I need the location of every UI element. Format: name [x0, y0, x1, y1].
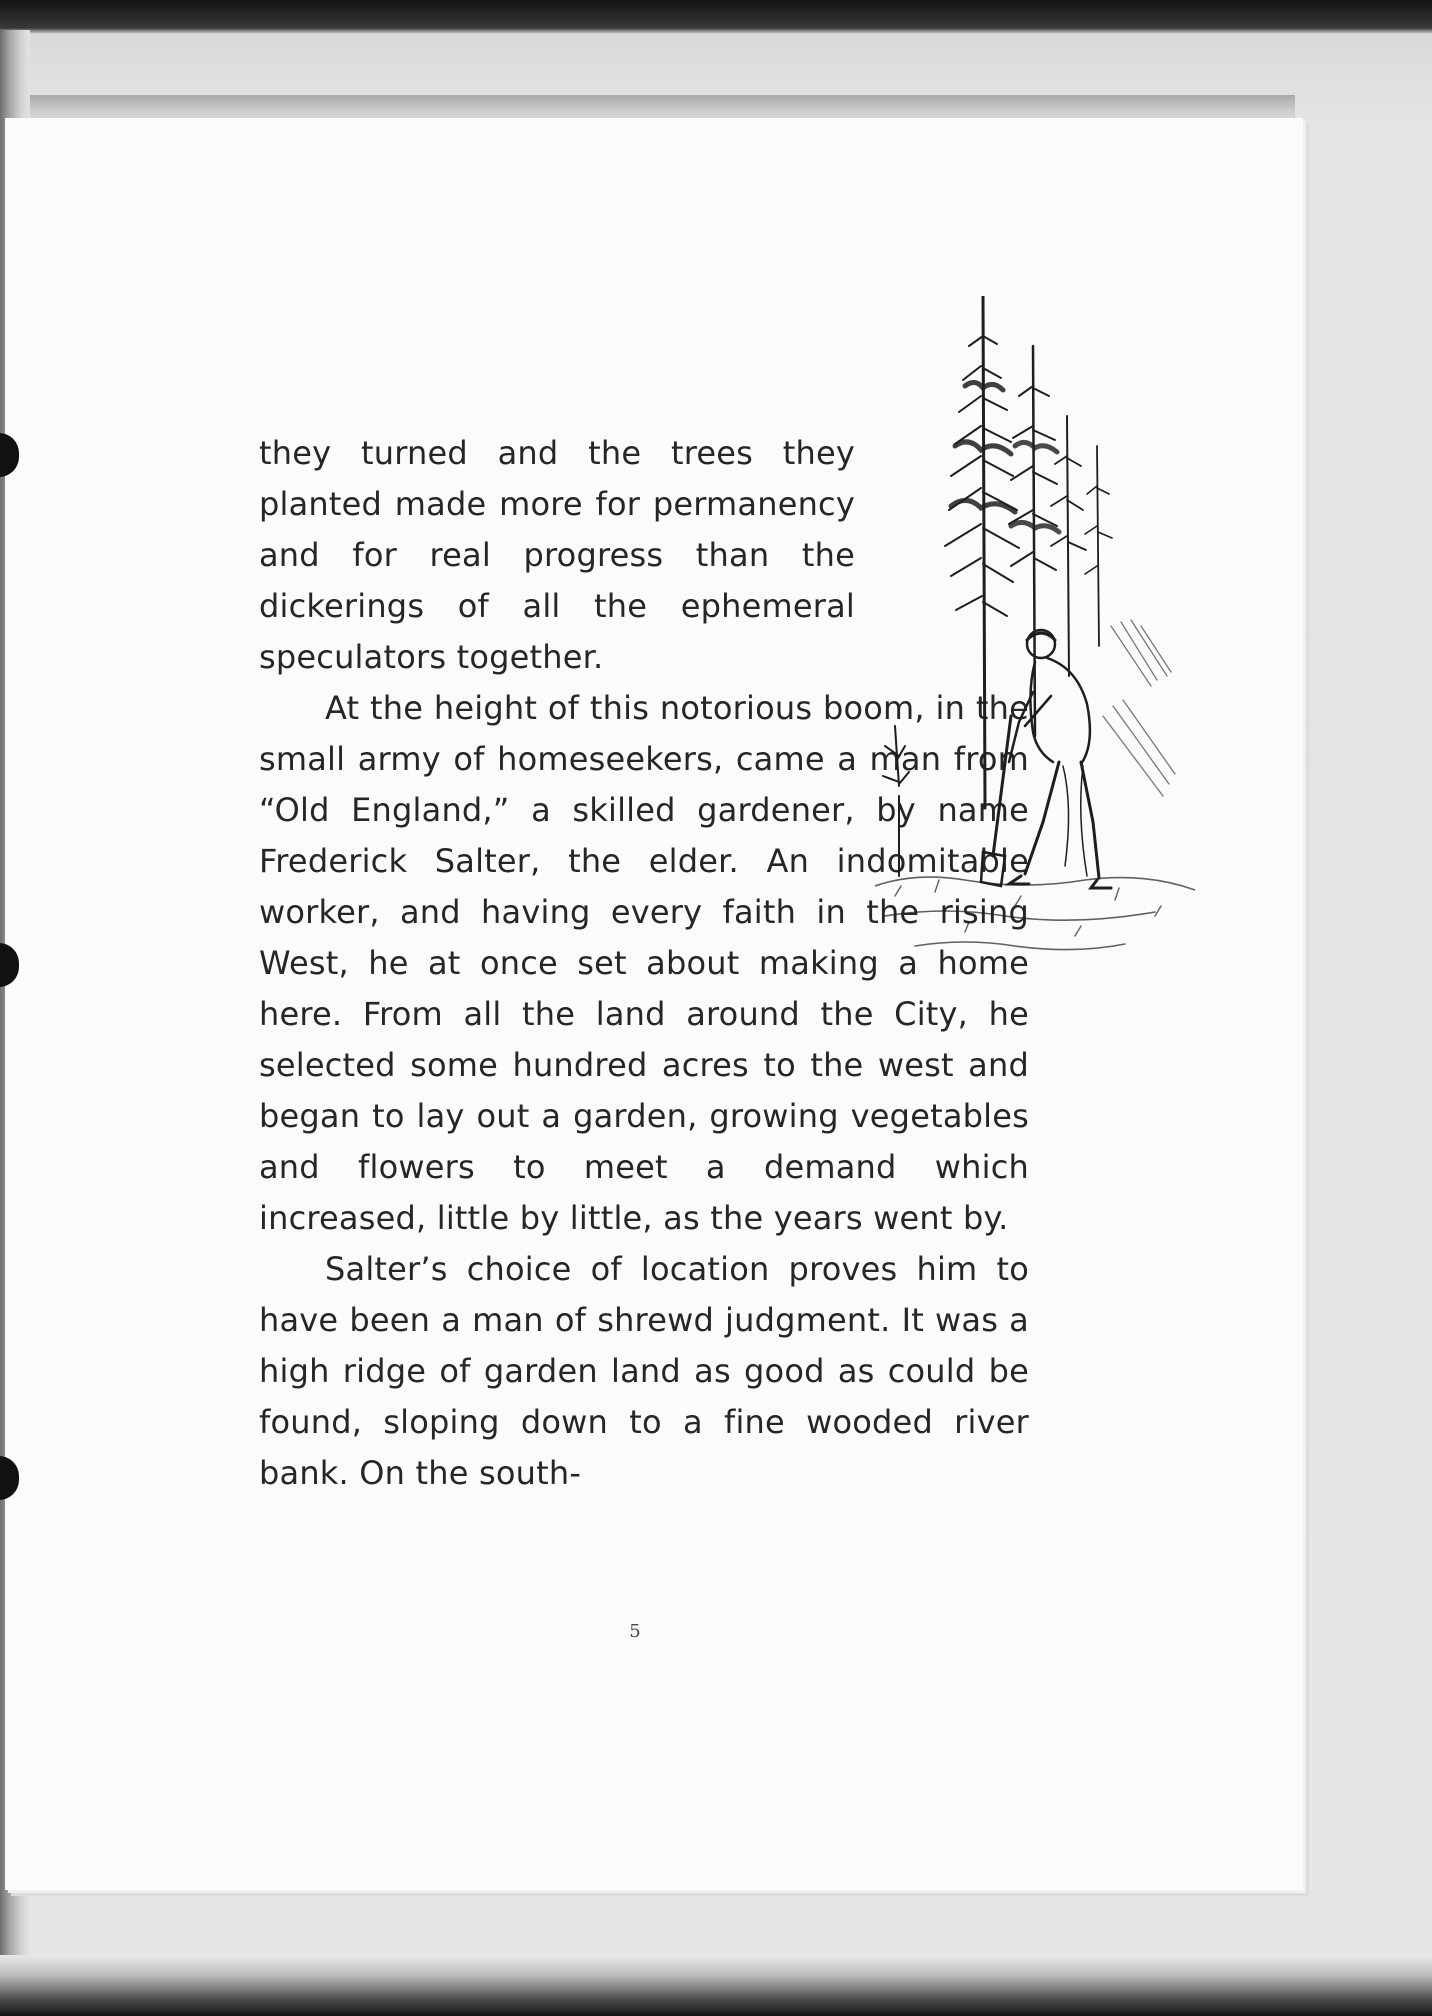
book-page	[5, 118, 1303, 1890]
paragraph-2: At the height of this notorious boom, in the small army of homeseekers, came a man from “Old England,” a skilled gardener, by name Frederick Salter, the elder. An indomitable worker, and having every faith in the rising West, he at once set about making a home here. From all the land around the City, he selected some hundred acres to the west and began to lay out a garden, growing vegetables and flowers to meet a demand which increased, little by little, as the years went by.	[259, 689, 1029, 1237]
gardener-trees-illustration	[875, 296, 1195, 986]
binding-hole	[0, 1456, 19, 1500]
binding-hole	[0, 433, 19, 477]
scan-bottom-edge	[0, 1955, 1432, 2016]
paragraph-3: Salter’s choice of location proves him to have been a man of shrewd judgment. It was a high ridge of garden land as good as could be found, sloping down to a fine wooded river bank. On the south-	[259, 1250, 1029, 1492]
paragraph-1: they turned and the trees they planted made more for permanency and for real progress than the dickerings of all the ephemeral speculators together.	[259, 434, 855, 676]
page-number: 5	[629, 1621, 641, 1642]
binding-hole	[0, 943, 19, 987]
